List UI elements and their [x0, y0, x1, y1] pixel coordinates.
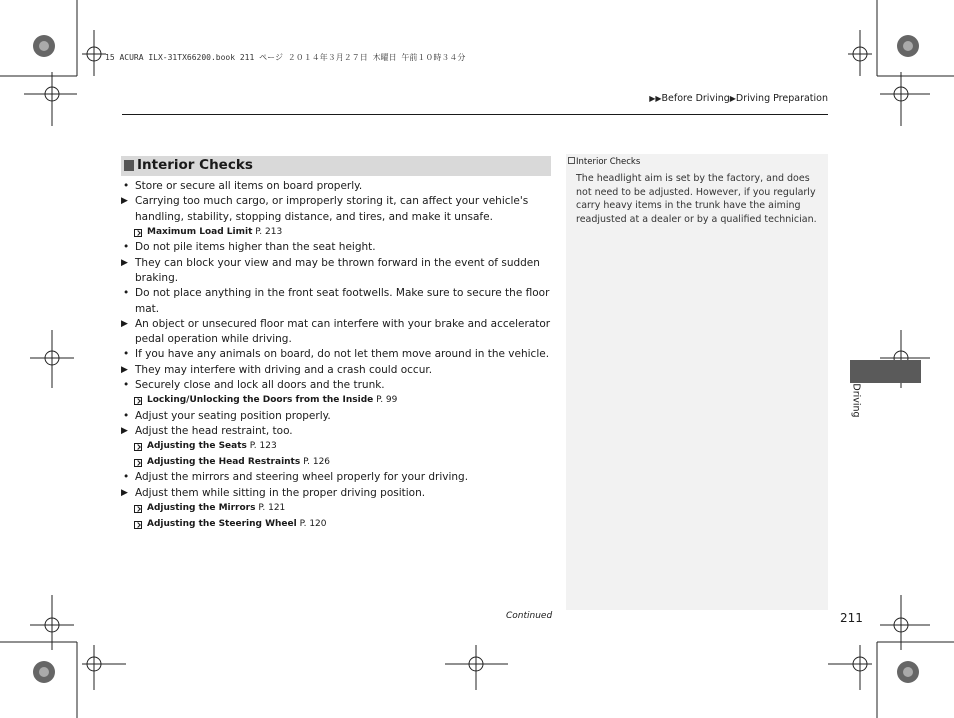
- triangle-icon: ▶: [121, 426, 128, 437]
- section-title: Interior Checks: [137, 157, 253, 173]
- header-rule: [122, 114, 828, 115]
- sidebar-label: Interior Checks: [568, 157, 640, 167]
- section-heading: [121, 156, 551, 176]
- sub-item: ▶ Carrying too much cargo, or improperly storing it, can affect your vehicle's handling, stability, stopping distance, and tires, and make it unsafe.: [121, 195, 529, 223]
- sub-item: ▶ They can block your view and may be thrown forward in the event of sudden braking.: [121, 256, 540, 284]
- triangle-icon: ▶: [121, 318, 128, 329]
- breadcrumb: [649, 93, 828, 104]
- main-content: [121, 179, 553, 532]
- triangle-icon: ▶: [121, 196, 128, 207]
- breadcrumb-level1[interactable]: Before Driving: [661, 93, 730, 104]
- sidebar-note: [566, 154, 828, 610]
- breadcrumb-separator-icon: ▶: [729, 94, 736, 103]
- triangle-icon: ▶: [121, 257, 128, 268]
- reference-arrow-icon: [134, 397, 142, 405]
- cross-reference-link[interactable]: Adjusting the Head Restraints P. 126: [121, 455, 553, 471]
- list-item: • If you have any animals on board, do not let them move around in the vehicle.: [123, 348, 550, 361]
- print-header: 15 ACURA ILX-31TX66200.book 211 ページ ２０１４年３月２７日 木曜日 午前１０時３４分: [105, 53, 466, 62]
- triangle-icon: ▶: [121, 487, 128, 498]
- continued-label: Continued: [506, 611, 553, 621]
- chapter-tab-label: Driving: [850, 383, 862, 418]
- list-item: • Do not place anything in the front seat footwells. Make sure to secure the floor mat.: [123, 287, 550, 315]
- cross-reference-link[interactable]: Maximum Load Limit P. 213: [121, 225, 553, 241]
- page-number: 211: [840, 611, 863, 625]
- list-item: • Adjust your seating position properly.: [123, 409, 331, 422]
- cross-reference-link[interactable]: Adjusting the Steering Wheel P. 120: [121, 517, 553, 533]
- reference-arrow-icon: [134, 459, 142, 467]
- sub-item: ▶ Adjust the head restraint, too.: [121, 424, 553, 439]
- list-item: • Adjust the mirrors and steering wheel properly for your driving.: [123, 471, 469, 484]
- reference-arrow-icon: [134, 505, 142, 513]
- sidebar-text: The headlight aim is set by the factory, and does not need to be adjusted. However, if you regularly carry heavy items in the trunk have the aiming readjusted at a dealer or by a qualified technician.: [576, 173, 817, 225]
- triangle-icon: ▶: [121, 364, 128, 375]
- cross-reference-link[interactable]: Locking/Unlocking the Doors from the Inside P. 99: [121, 393, 553, 409]
- breadcrumb-arrow-icon: ▶▶: [649, 94, 662, 103]
- section-square-icon: [124, 160, 134, 171]
- cross-reference-link[interactable]: Adjusting the Seats P. 123: [121, 439, 553, 455]
- reference-arrow-icon: [134, 443, 142, 451]
- note-icon: [568, 157, 575, 164]
- sub-item: ▶ They may interfere with driving and a crash could occur.: [121, 363, 553, 378]
- sub-item: ▶ Adjust them while sitting in the proper driving position.: [121, 486, 553, 501]
- list-item: • Do not pile items higher than the seat height.: [123, 241, 376, 254]
- reference-arrow-icon: [134, 521, 142, 529]
- breadcrumb-level2[interactable]: Driving Preparation: [735, 93, 828, 104]
- list-item: • Securely close and lock all doors and the trunk.: [123, 379, 385, 392]
- cross-reference-link[interactable]: Adjusting the Mirrors P. 121: [121, 501, 553, 517]
- reference-arrow-icon: [134, 229, 142, 237]
- sub-item: ▶ An object or unsecured floor mat can interfere with your brake and accelerator pedal operation while driving.: [121, 317, 551, 346]
- list-item: • Store or secure all items on board properly.: [123, 180, 363, 192]
